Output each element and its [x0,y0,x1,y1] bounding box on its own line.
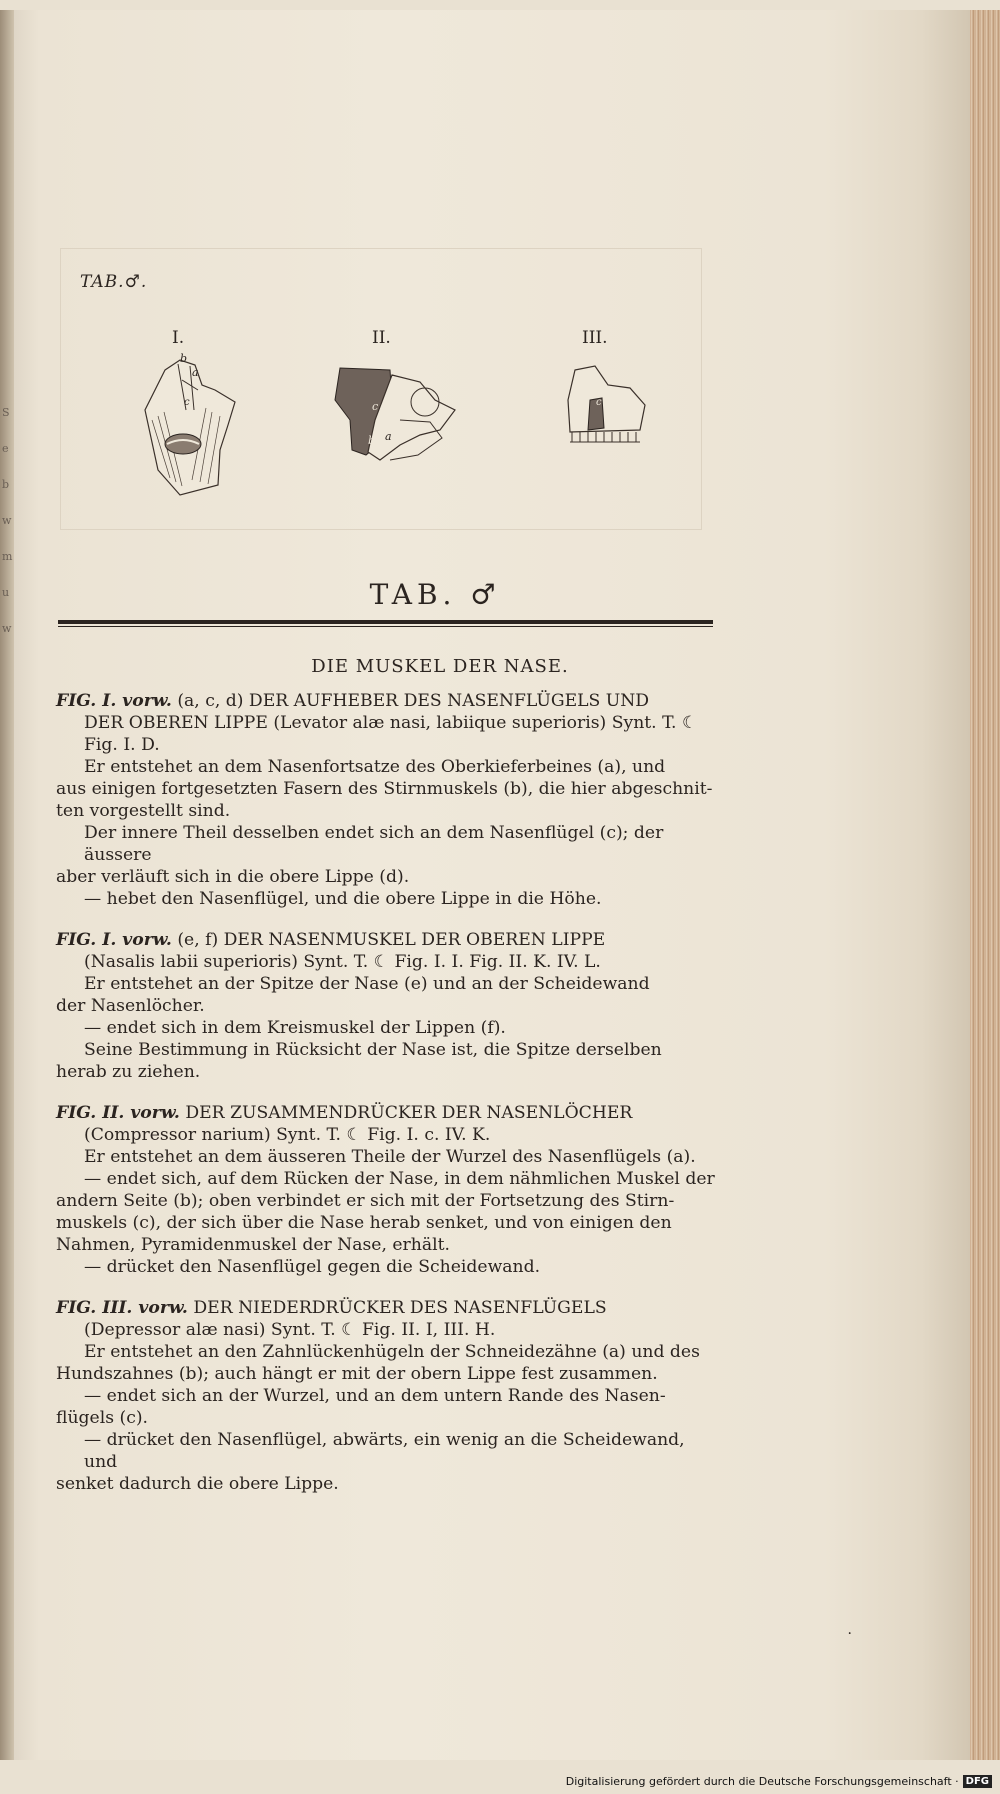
entry-3-line-7: Nahmen, Pyramidenmuskel der Nase, erhält. [56,1235,450,1255]
entry-4-line-5: — endet sich an der Wurzel, und an dem untern Rande des Nasen- [84,1386,666,1406]
entry-2-line-3: Er entstehet an der Spitze der Nase (e) und an der Scheidewand [84,974,650,994]
figure-3-illustration [560,360,660,450]
entry-1-fig: FIG. I. vorw. [56,691,172,711]
entry-2-line-1: (e, f) DER NASENMUSKEL DER OBEREN LIPPE [177,930,606,950]
entry-4-line-7: — drücket den Nasenflügel, abwärts, ein wenig an die Scheidewand, und [84,1430,685,1472]
figure-2-illustration [330,360,470,470]
entry-3-line-2: (Compressor narium) Synt. T. ☾ Fig. I. c. IV. K. [84,1125,491,1145]
entry-2-line-7: herab zu ziehen. [56,1062,201,1082]
entry-1-line-3: Fig. I. D. [84,735,160,755]
figure-1-letter-c: c [184,397,190,408]
entry-2-line-5: — endet sich in dem Kreismuskel der Lippen (f). [84,1018,506,1038]
entry-4-fig: FIG. III. vorw. [56,1298,188,1318]
entry-1-line-9: — hebet den Nasenflügel, und die obere Lippe in die Höhe. [84,889,602,909]
figure-2-letter-b: b [368,434,376,447]
tab-title: TAB. ♂ [369,578,501,611]
entry-2-fig: FIG. I. vorw. [56,930,172,950]
entry-4-line-6: flügels (c). [56,1408,148,1428]
footer-text: Digitalisierung gefördert durch die Deutsche Forschungsgemeinschaft · [565,1775,959,1788]
entry-1-heading [56,690,716,712]
entry-2-heading [56,929,716,951]
heading-rule [58,620,713,624]
entry-3-line-6: muskels (c), der sich über die Nase herab senket, und von einigen den [56,1213,672,1233]
entry-3-line-1: DER ZUSAMMENDRÜCKER DER NASENLÖCHER [185,1103,633,1123]
entry-1 [56,690,716,910]
stray-mark: · [847,1626,852,1642]
dfg-logo-icon: DFG [963,1775,992,1788]
plate-label: TAB.♂. [80,272,148,292]
entry-4-line-3: Er entstehet an den Zahnlückenhügeln der Schneidezähne (a) und des [84,1342,700,1362]
entry-4 [56,1297,716,1495]
entry-2-line-6: Seine Bestimmung in Rücksicht der Nase ist, die Spitze derselben [84,1040,662,1060]
section-heading: DIE MUSKEL DER NASE. [311,656,569,677]
footer-credit [566,1775,992,1788]
figure-2-number: II. [372,328,391,348]
body-text [56,690,716,1514]
entry-1-line-2: DER OBEREN LIPPE (Levator alæ nasi, labiique superioris) Synt. T. ☾ [84,713,698,733]
entry-1-line-4: Er entstehet an dem Nasenfortsatze des Oberkieferbeines (a), und [84,757,666,777]
page-edges [970,10,1000,1760]
figure-3-number: III. [582,328,608,348]
margin-fragments: S e b w m u w [2,406,13,635]
figure-1-number: I. [172,328,185,348]
figure-3-letter-c: c [596,397,602,408]
entry-4-heading [56,1297,716,1319]
entry-3-heading [56,1102,716,1124]
entry-3-line-5: andern Seite (b); oben verbindet er sich mit der Fortsetzung des Stirn- [56,1191,675,1211]
entry-4-line-1: DER NIEDERDRÜCKER DES NASENFLÜGELS [193,1298,607,1318]
book-spine [0,10,14,1760]
entry-3-line-4: — endet sich, auf dem Rücken der Nase, in dem nähmlichen Muskel der [84,1169,715,1189]
entry-4-line-8: senket dadurch die obere Lippe. [56,1474,339,1494]
entry-2-line-4: der Nasenlöcher. [56,996,205,1016]
entry-2 [56,929,716,1083]
figure-2-letter-c: c [372,400,379,413]
entry-4-line-2: (Depressor alæ nasi) Synt. T. ☾ Fig. II. I, III. H. [84,1320,496,1340]
entry-3-line-8: — drücket den Nasenflügel gegen die Scheidewand. [84,1257,541,1277]
entry-2-line-2: (Nasalis labii superioris) Synt. T. ☾ Fig. I. I. Fig. II. K. IV. L. [84,952,601,972]
entry-1-line-5: aus einigen fortgesetzten Fasern des Stirnmuskels (b), die hier abgeschnit- [56,779,713,799]
figure-1-letter-a: a [192,366,199,379]
entry-3 [56,1102,716,1278]
entry-3-fig: FIG. II. vorw. [56,1103,180,1123]
entry-1-line-8: aber verläuft sich in die obere Lippe (d). [56,867,410,887]
entry-1-line-6: ten vorgestellt sind. [56,801,231,821]
entry-1-line-1: (a, c, d) DER AUFHEBER DES NASENFLÜGELS UND [177,691,650,711]
entry-3-line-3: Er entstehet an dem äusseren Theile der Wurzel des Nasenflügels (a). [84,1147,696,1167]
figure-1-illustration [140,350,250,500]
entry-1-line-7: Der innere Theil desselben endet sich an dem Nasenflügel (c); der äussere [84,823,664,865]
entry-4-line-4: Hundszahnes (b); auch hängt er mit der obern Lippe fest zusammen. [56,1364,658,1384]
figure-1-letter-b: b [180,352,188,365]
figure-2-letter-a: a [385,430,392,443]
